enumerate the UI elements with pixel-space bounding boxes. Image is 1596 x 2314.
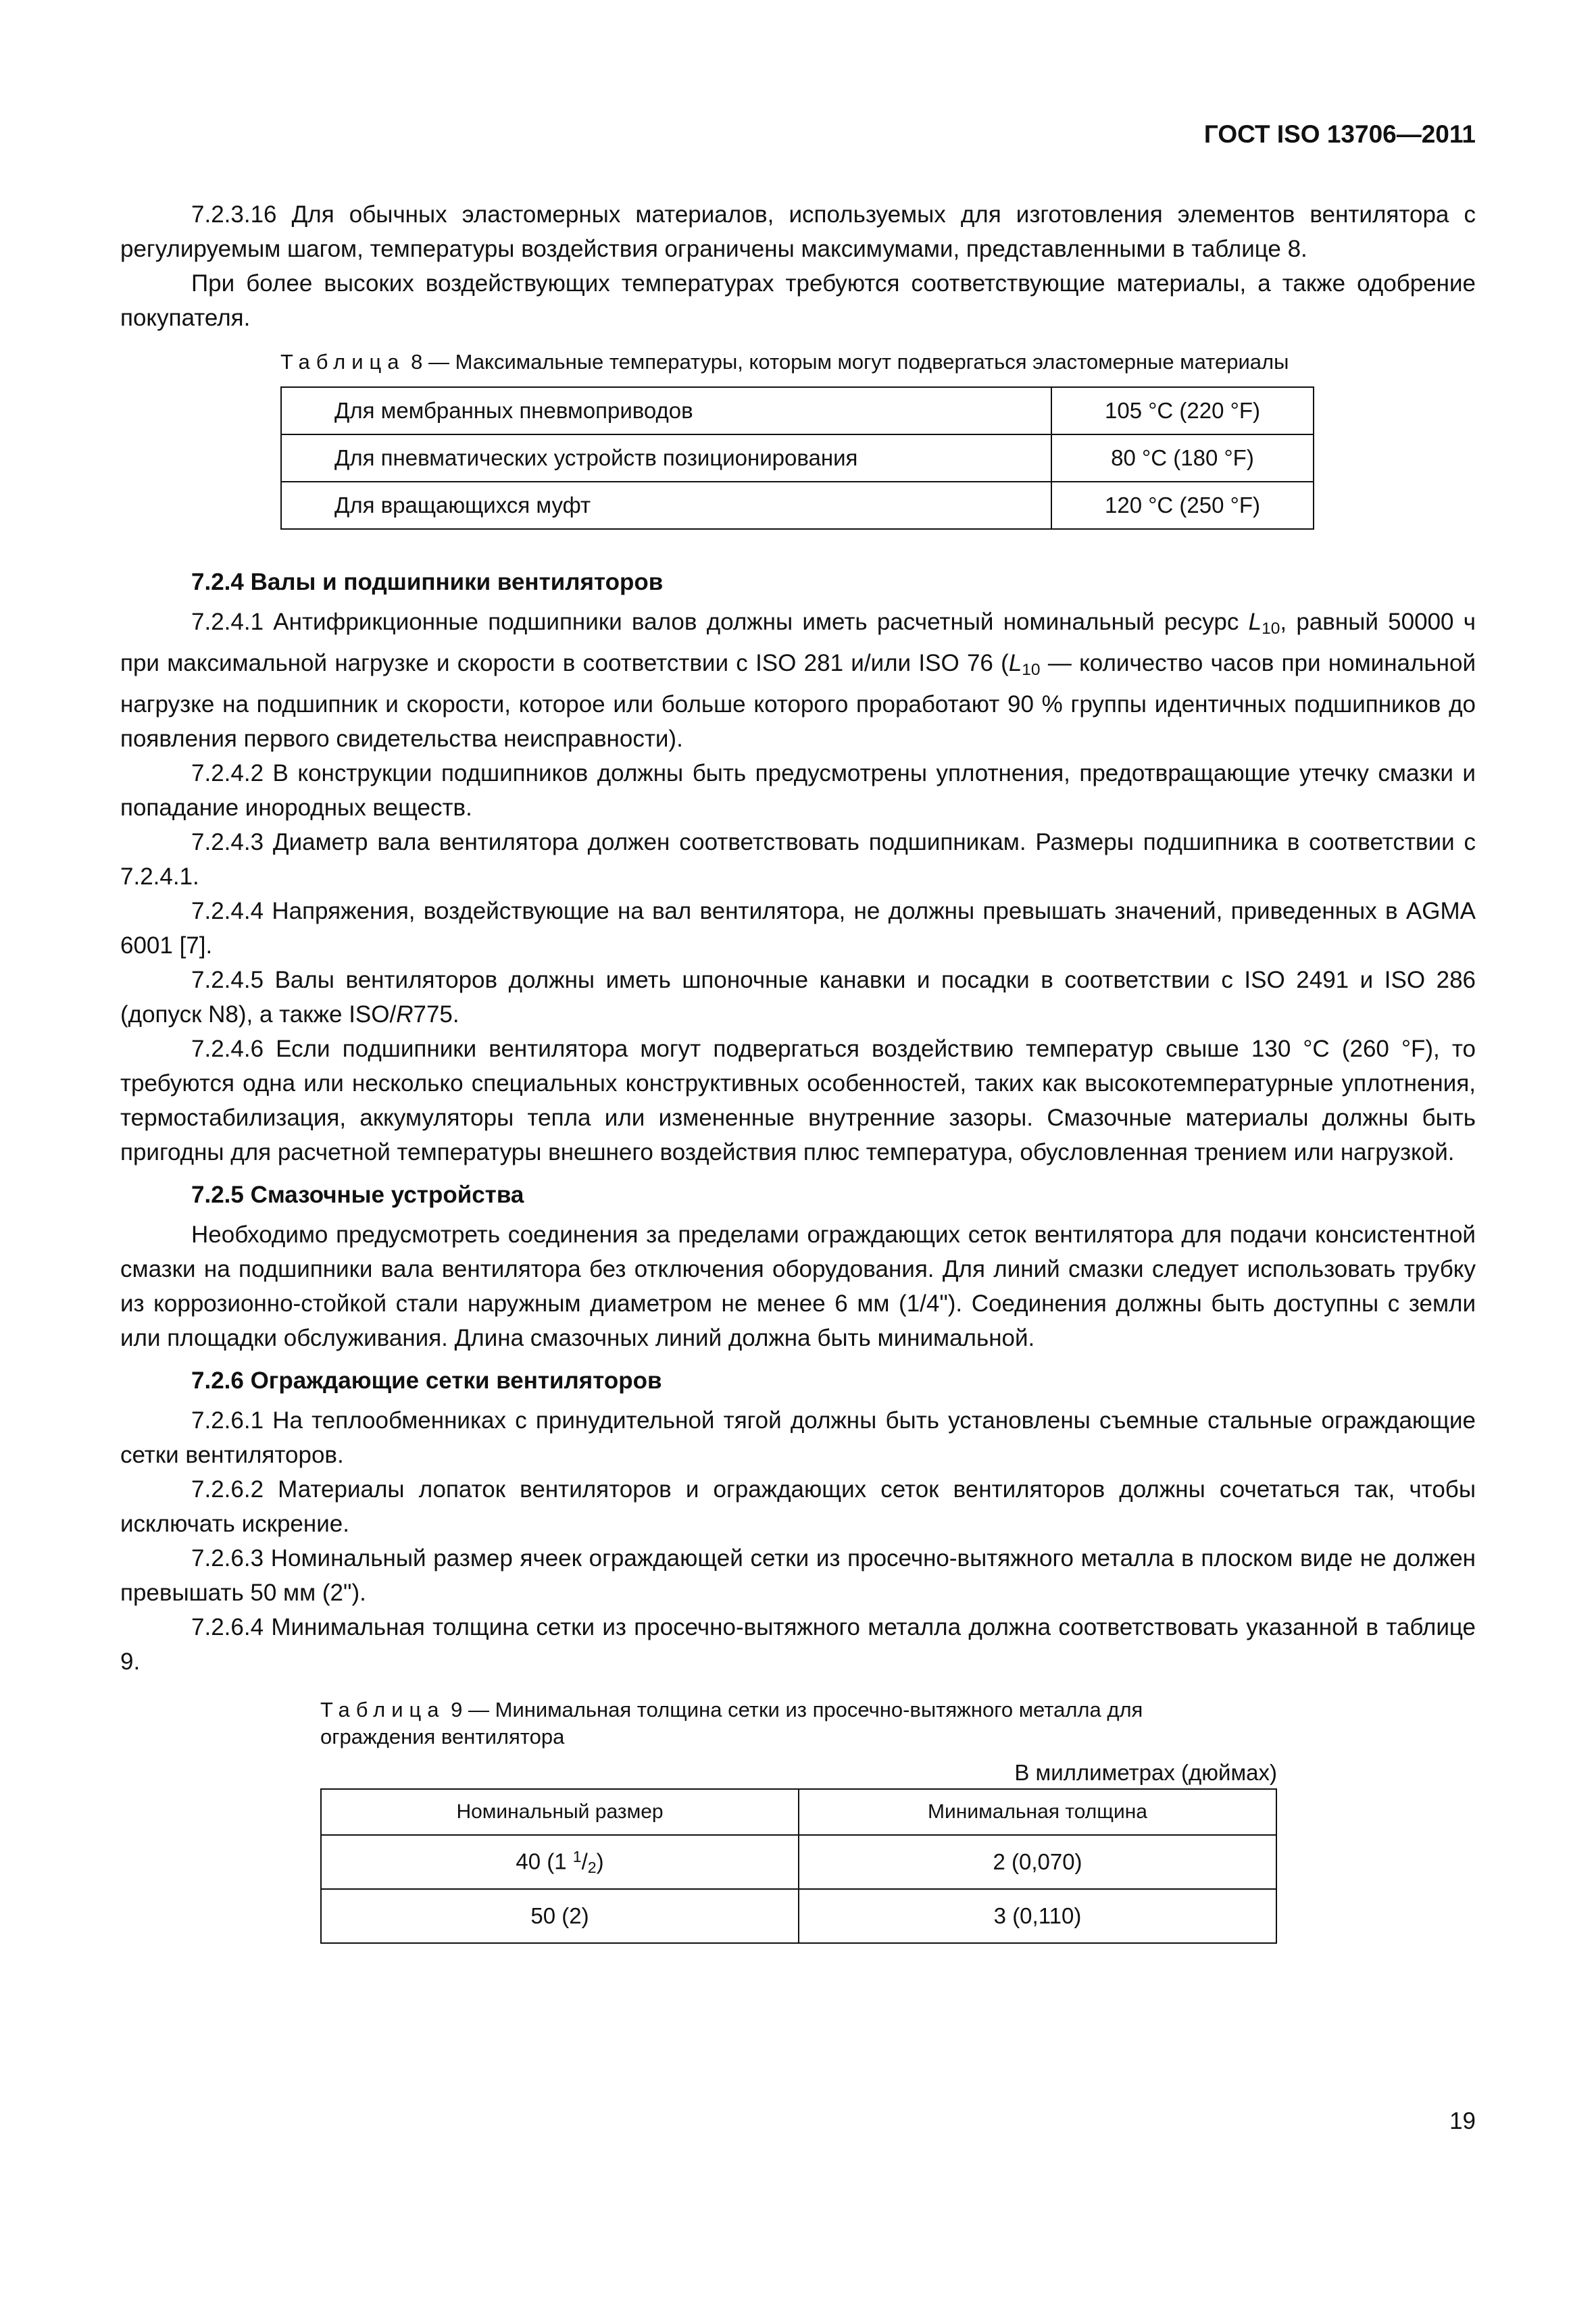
table-9: [320, 1788, 1277, 1944]
paragraph-7-2-3-16: 7.2.3.16 Для обычных эластомерных материалов, используемых для изготовления элементов вентилятора с регулируемым шагом, температуры воздействия ограничены максимумами, представленными в таблице 8.: [120, 201, 1476, 262]
table-9-unit-note: В миллиметрах (дюймах): [1014, 1760, 1277, 1786]
paragraph-7-2-4-3: 7.2.4.3 Диаметр вала вентилятора должен соответствовать подшипникам. Размеры подшипника в соответствии с 7.2.4.1.: [120, 829, 1476, 890]
text-run: — количество часов при номинальной нагрузке на подшипник и скорости, которое или больше которого проработают 90 % группы идентичных подшипников до появления первого свидетельства неисправности).: [120, 650, 1476, 753]
table-8-caption-text: 8 — Максимальные температуры, которым могут подвергаться эластомерные материалы: [405, 350, 1289, 374]
table-cell: 80 °С (180 °F): [1051, 434, 1314, 482]
paragraph-7-2-6-3: 7.2.6.3 Номинальный размер ячеек ограждающей сетки из просечно-вытяжного металла в плоском виде не должен превышать 50 мм (2").: [120, 1545, 1476, 1607]
table-row: [321, 1889, 1276, 1943]
fraction-slash: /: [581, 1848, 588, 1874]
section-heading-7-2-5: 7.2.5 Смазочные устройства: [191, 1182, 524, 1209]
l-subscript: 10: [1262, 620, 1280, 638]
paragraph-7-2-6-2: 7.2.6.2 Материалы лопаток вентиляторов и ограждающих сеток вентиляторов должны сочетаться так, чтобы исключать искрение.: [120, 1476, 1476, 1538]
paragraph-7-2-6-4: 7.2.6.4 Минимальная толщина сетки из просечно-вытяжного металла должна соответствовать указанной в таблице 9.: [120, 1614, 1476, 1676]
table-cell: Для мембранных пневмоприводов: [281, 387, 1051, 434]
text-run: 775.: [413, 1001, 459, 1028]
document-id: ГОСТ ISO 13706—2011: [1203, 120, 1476, 148]
paragraph-7-2-4-1: [120, 605, 1476, 756]
paragraph-7-2-5: Необходимо предусмотреть соединения за пределами ограждающих сеток вентилятора для подачи консистентной смазки на подшипники вала вентилятора без отключения оборудования. Для линий смазки следует использовать трубку из коррозионно-стойкой стали наружным диаметром не менее 6 мм (1/4"). Соединения должны быть доступны с земли или площадки обслуживания. Длина смазочных линий должна быть минимальной.: [120, 1222, 1476, 1352]
paragraph-higher-temperatures: При более высоких воздействующих температурах требуются соответствующие материалы, а также одобрение покупателя.: [120, 270, 1476, 331]
table-header-row: [321, 1789, 1276, 1835]
table-row: [281, 387, 1314, 434]
text-run: 40 (1: [516, 1848, 573, 1874]
table-9-caption: [320, 1696, 1172, 1751]
table-cell: Для вращающихся муфт: [281, 482, 1051, 529]
table-9-caption-label: Таблица: [320, 1698, 445, 1722]
paragraph-7-2-4-5: [120, 963, 1476, 1032]
table-cell: 2 (0,070): [799, 1835, 1276, 1889]
fraction-denominator: 2: [587, 1858, 597, 1876]
table-cell: 120 °С (250 °F): [1051, 482, 1314, 529]
section-heading-7-2-6: 7.2.6 Ограждающие сетки вентиляторов: [191, 1367, 662, 1394]
column-header: Номинальный размер: [321, 1789, 799, 1835]
section-heading-7-2-4: 7.2.4 Валы и подшипники вентиляторов: [191, 569, 664, 595]
paragraph-7-2-4-2: 7.2.4.2 В конструкции подшипников должны быть предусмотрены уплотнения, предотвращающие утечку смазки и попадание инородных веществ.: [120, 760, 1476, 822]
table-8-caption-label: Таблица: [280, 350, 405, 374]
table-9-caption-text: 9 — Минимальная толщина сетки из просечно-вытяжного металла для ограждения вентилятора: [320, 1698, 1143, 1749]
table-cell: 3 (0,110): [799, 1889, 1276, 1943]
text-run: , равный 50000 ч при максимальной нагрузке и скорости в соответствии с ISO 281 и/или ISO 76 (: [120, 609, 1476, 677]
table-cell: Для пневматических устройств позиционирования: [281, 434, 1051, 482]
table-row: [281, 434, 1314, 482]
table-8-caption: [280, 349, 1321, 376]
table-row: [281, 482, 1314, 529]
text-run: 7.2.4.1 Антифрикционные подшипники валов должны иметь расчетный номинальный ресурс: [191, 609, 1249, 635]
table-cell: 105 °С (220 °F): [1051, 387, 1314, 434]
table-row: [321, 1835, 1276, 1889]
page-number: 19: [1449, 2108, 1476, 2134]
table-cell: [321, 1835, 799, 1889]
table-8: [280, 386, 1314, 530]
column-header: Минимальная толщина: [799, 1789, 1276, 1835]
table-cell: 50 (2): [321, 1889, 799, 1943]
paragraph-7-2-4-4: 7.2.4.4 Напряжения, воздействующие на вал вентилятора, не должны превышать значений, приведенных в AGMA 6001 [7].: [120, 898, 1476, 959]
paragraph-7-2-4-6: 7.2.4.6 Если подшипники вентилятора могут подвергаться воздействию температур свыше 130 °С (260 °F), то требуются одна или несколько специальных конструктивных особенностей, таких как высокотемпературные уплотнения, термостабилизация, аккумуляторы тепла или измененные внутренние зазоры. Смазочные материалы должны быть пригодны для расчетной температуры внешнего воздействия плюс температура, обусловленная трением или нагрузкой.: [120, 1036, 1476, 1166]
text-run-italic: R: [396, 1001, 414, 1028]
page-body: [120, 197, 1476, 1951]
text-run: ): [596, 1848, 604, 1874]
l-subscript: 10: [1022, 661, 1041, 680]
paragraph-7-2-6-1: 7.2.6.1 На теплообменниках с принудительной тягой должны быть установлены съемные стальные ограждающие сетки вентиляторов.: [120, 1407, 1476, 1469]
text-run: 7.2.4.5 Валы вентиляторов должны иметь шпоночные канавки и посадки в соответствии с ISO 2491 и ISO 286 (допуск N8), а также ISO/: [120, 967, 1476, 1028]
fraction-numerator: 1: [572, 1847, 582, 1865]
l-symbol: L: [1008, 650, 1022, 677]
l-symbol: L: [1248, 609, 1262, 635]
